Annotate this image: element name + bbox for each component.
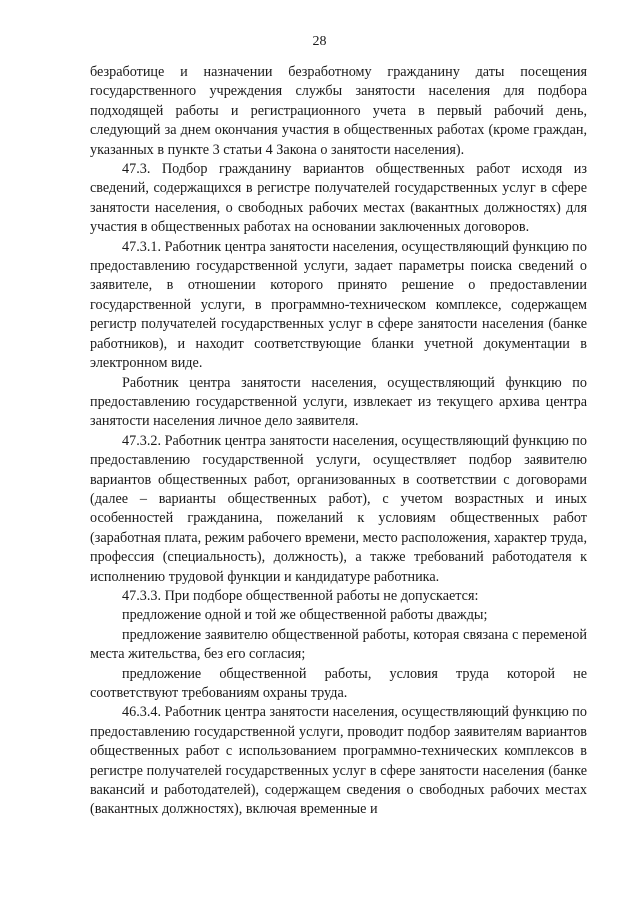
paragraph-47-3-1: 47.3.1. Работник центра занятости населения, осуществляющий функцию по предоставлению государственной услуги, задает параметры поиска сведений о заявителе, в отношении которого принято решение о предоставлении государственной услуги, в программно-техническом комплексе, содержащем регистр получателей государственных услуг в сфере занятости населения (банке работников), и находит соответствующие бланки учетной документации в электронном виде. [90, 238, 587, 372]
document-body [90, 63, 587, 820]
paragraph-continuation: безработице и назначении безработному гражданину даты посещения государственного учреждения службы занятости населения для подбора подходящей работы и регистрационного учета в первый рабочий день, следующий за днем окончания участия в общественных работах (кроме граждан, указанных в пункте 3 статьи 4 Закона о занятости населения). [90, 64, 587, 158]
paragraph-47-3-3: 47.3.3. При подборе общественной работы не допускается: [122, 587, 479, 604]
paragraph-47-3-2: 47.3.2. Работник центра занятости населения, осуществляющий функцию по предоставлению государственной услуги, осуществляет подбор заявителю вариантов общественных работ, организованных в соответствии с договорами (далее – варианты общественных работ), с учетом возрастных и иных особенностей гражданина, пожеланий к условиям общественных работ (заработная плата, режим рабочего времени, место расположения, характер труда, профессия (специальность), должность), а также требований работодателя к исполнению трудовой функции и кандидатуре работника. [90, 432, 587, 585]
paragraph-46-3-4: 46.3.4. Работник центра занятости населения, осуществляющий функцию по предоставлению государственной услуги, проводит подбор заявителям вариантов общественных работ с использованием программно-технических комплексов в регистре получателей государственных услуг в сфере занятости населения (банке вакансий и работодателей), содержащем сведения о свободных рабочих местах (вакантных должностях), включая временные и [90, 704, 587, 818]
paragraph-47-3: 47.3. Подбор гражданину вариантов общественных работ исходя из сведений, содержащихся в регистре получателей государственных услуг в сфере занятости населения, о свободных рабочих местах (вакантных должностях) для участия в общественных работах на основании заключенных договоров. [90, 161, 587, 236]
list-item-labor-safety: предложение общественной работы, условия труда которой не соответствуют требованиям охраны труда. [90, 665, 587, 701]
page-number: 28 [312, 34, 327, 49]
list-item-relocation: предложение заявителю общественной работы, которая связана с переменой места жительства, без его согласия; [90, 626, 587, 663]
paragraph-personal-file: Работник центра занятости населения, осуществляющий функцию по предоставлению государственной услуги, извлекает из текущего архива центра занятости населения личное дело заявителя. [90, 374, 587, 430]
list-item-repeat-offer: предложение одной и той же общественной работы дважды; [122, 607, 488, 624]
